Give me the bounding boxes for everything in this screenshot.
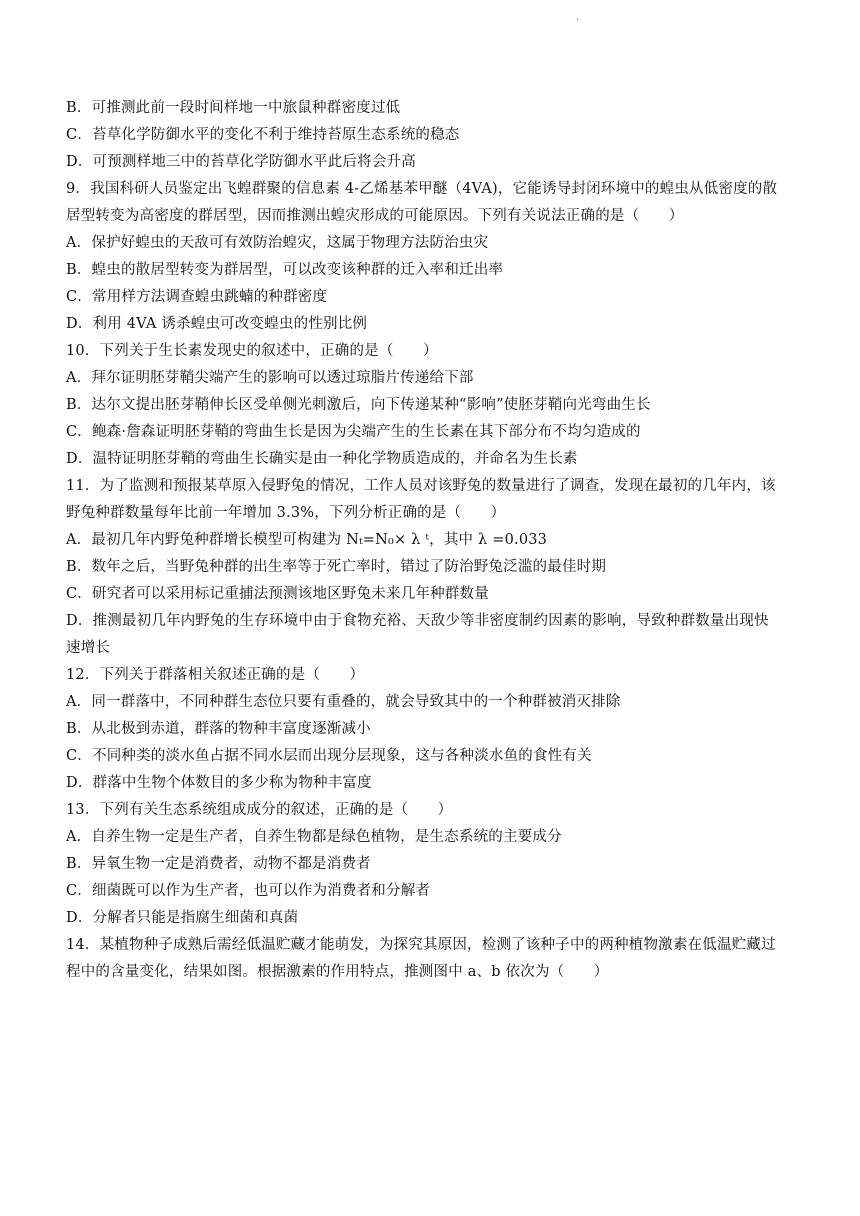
text-line: D．分解者只能是指腐生细菌和真菌 [66, 910, 299, 926]
text-line: C．苔草化学防御水平的变化不利于维持苔原生态系统的稳态 [66, 127, 460, 143]
text-line: D．温特证明胚芽鞘的弯曲生长确实是由一种化学物质造成的，并命名为生长素 [66, 451, 578, 467]
text-line: B．可推测此前一段时间样地一中旅鼠种群密度过低 [66, 100, 401, 116]
text-line: 14．某植物种子成熟后需经低温贮藏才能萌发，为探究其原因，检测了该种子中的两种植物激素在低温贮藏过 [66, 937, 776, 953]
text-line: 速增长 [66, 640, 111, 656]
text-line: 野兔种群数量每年比前一年增加 3.3%，下列分析正确的是（ ） [66, 505, 506, 521]
text-line: A．同一群落中，不同种群生态位只要有重叠的，就会导致其中的一个种群被消灭排除 [66, 694, 621, 710]
text-line: D．群落中生物个体数目的多少称为物种丰富度 [66, 775, 372, 791]
text-line: D．推测最初几年内野兔的生存环境中由于食物充裕、天敌少等非密度制约因素的影响，导致种群数量出现快 [66, 613, 769, 629]
text-line: 程中的含量变化，结果如图。根据激素的作用特点，推测图中 a、b 依次为（ ） [66, 964, 609, 980]
text-line: B．蝗虫的散居型转变为群居型，可以改变该种群的迁入率和迁出率 [66, 262, 504, 278]
header-mark: . [576, 12, 580, 23]
text-line: A．最初几年内野兔种群增长模型可构建为 Nₜ=N₀× λ ᵗ，其中 λ =0.033 [66, 532, 548, 548]
text-line: B．数年之后，当野兔种群的出生率等于死亡率时，错过了防治野兔泛滥的最佳时期 [66, 559, 607, 575]
text-line: A．自养生物一定是生产者，自养生物都是绿色植物，是生态系统的主要成分 [66, 829, 562, 845]
text-line: 10．下列关于生长素发现史的叙述中，正确的是（ ） [66, 343, 438, 359]
text-line: C．常用样方法调查蝗虫跳蝻的种群密度 [66, 289, 328, 305]
text-line: B．达尔文提出胚芽鞘伸长区受单侧光刺激后，向下传递某种“影响”使胚芽鞘向光弯曲生长 [66, 397, 651, 413]
text-line: D．可预测样地三中的苔草化学防御水平此后将会升高 [66, 154, 416, 170]
text-line: C．研究者可以采用标记重捕法预测该地区野兔未来几年种群数量 [66, 586, 489, 602]
text-line: 居型转变为高密度的群居型，因而推测出蝗灾形成的可能原因。下列有关说法正确的是（ ） [66, 208, 684, 224]
text-line: A．保护好蝗虫的天敌可有效防治蝗灾，这属于物理方法防治虫灾 [66, 235, 489, 251]
text-line: C．鲍森·詹森证明胚芽鞘的弯曲生长是因为尖端产生的生长素在其下部分布不均匀造成的 [66, 424, 641, 440]
text-line: C．细菌既可以作为生产者，也可以作为消费者和分解者 [66, 883, 431, 899]
text-line: B．从北极到赤道，群落的物种丰富度逐渐减小 [66, 721, 371, 737]
question-text-block [66, 95, 796, 986]
text-line: C．不同种类的淡水鱼占据不同水层而出现分层现象，这与各种淡水鱼的食性有关 [66, 748, 592, 764]
text-line: 11．为了监测和预报某草原入侵野兔的情况，工作人员对该野兔的数量进行了调查，发现在最初的几年内，该 [66, 478, 776, 494]
text-line: 12．下列关于群落相关叙述正确的是（ ） [66, 667, 365, 683]
text-line: 9．我国科研人员鉴定出飞蝗群聚的信息素 4-乙烯基苯甲醚（4VA)，它能诱导封闭环境中的蝗虫从低密度的散 [66, 181, 778, 197]
text-line: 13．下列有关生态系统组成成分的叙述，正确的是（ ） [66, 802, 453, 818]
text-line: B．异氧生物一定是消费者，动物不都是消费者 [66, 856, 371, 872]
text-line: D．利用 4VA 诱杀蝗虫可改变蝗虫的性别比例 [66, 316, 368, 332]
text-line: A．拜尔证明胚芽鞘尖端产生的影响可以透过琼脂片传递给下部 [66, 370, 474, 386]
